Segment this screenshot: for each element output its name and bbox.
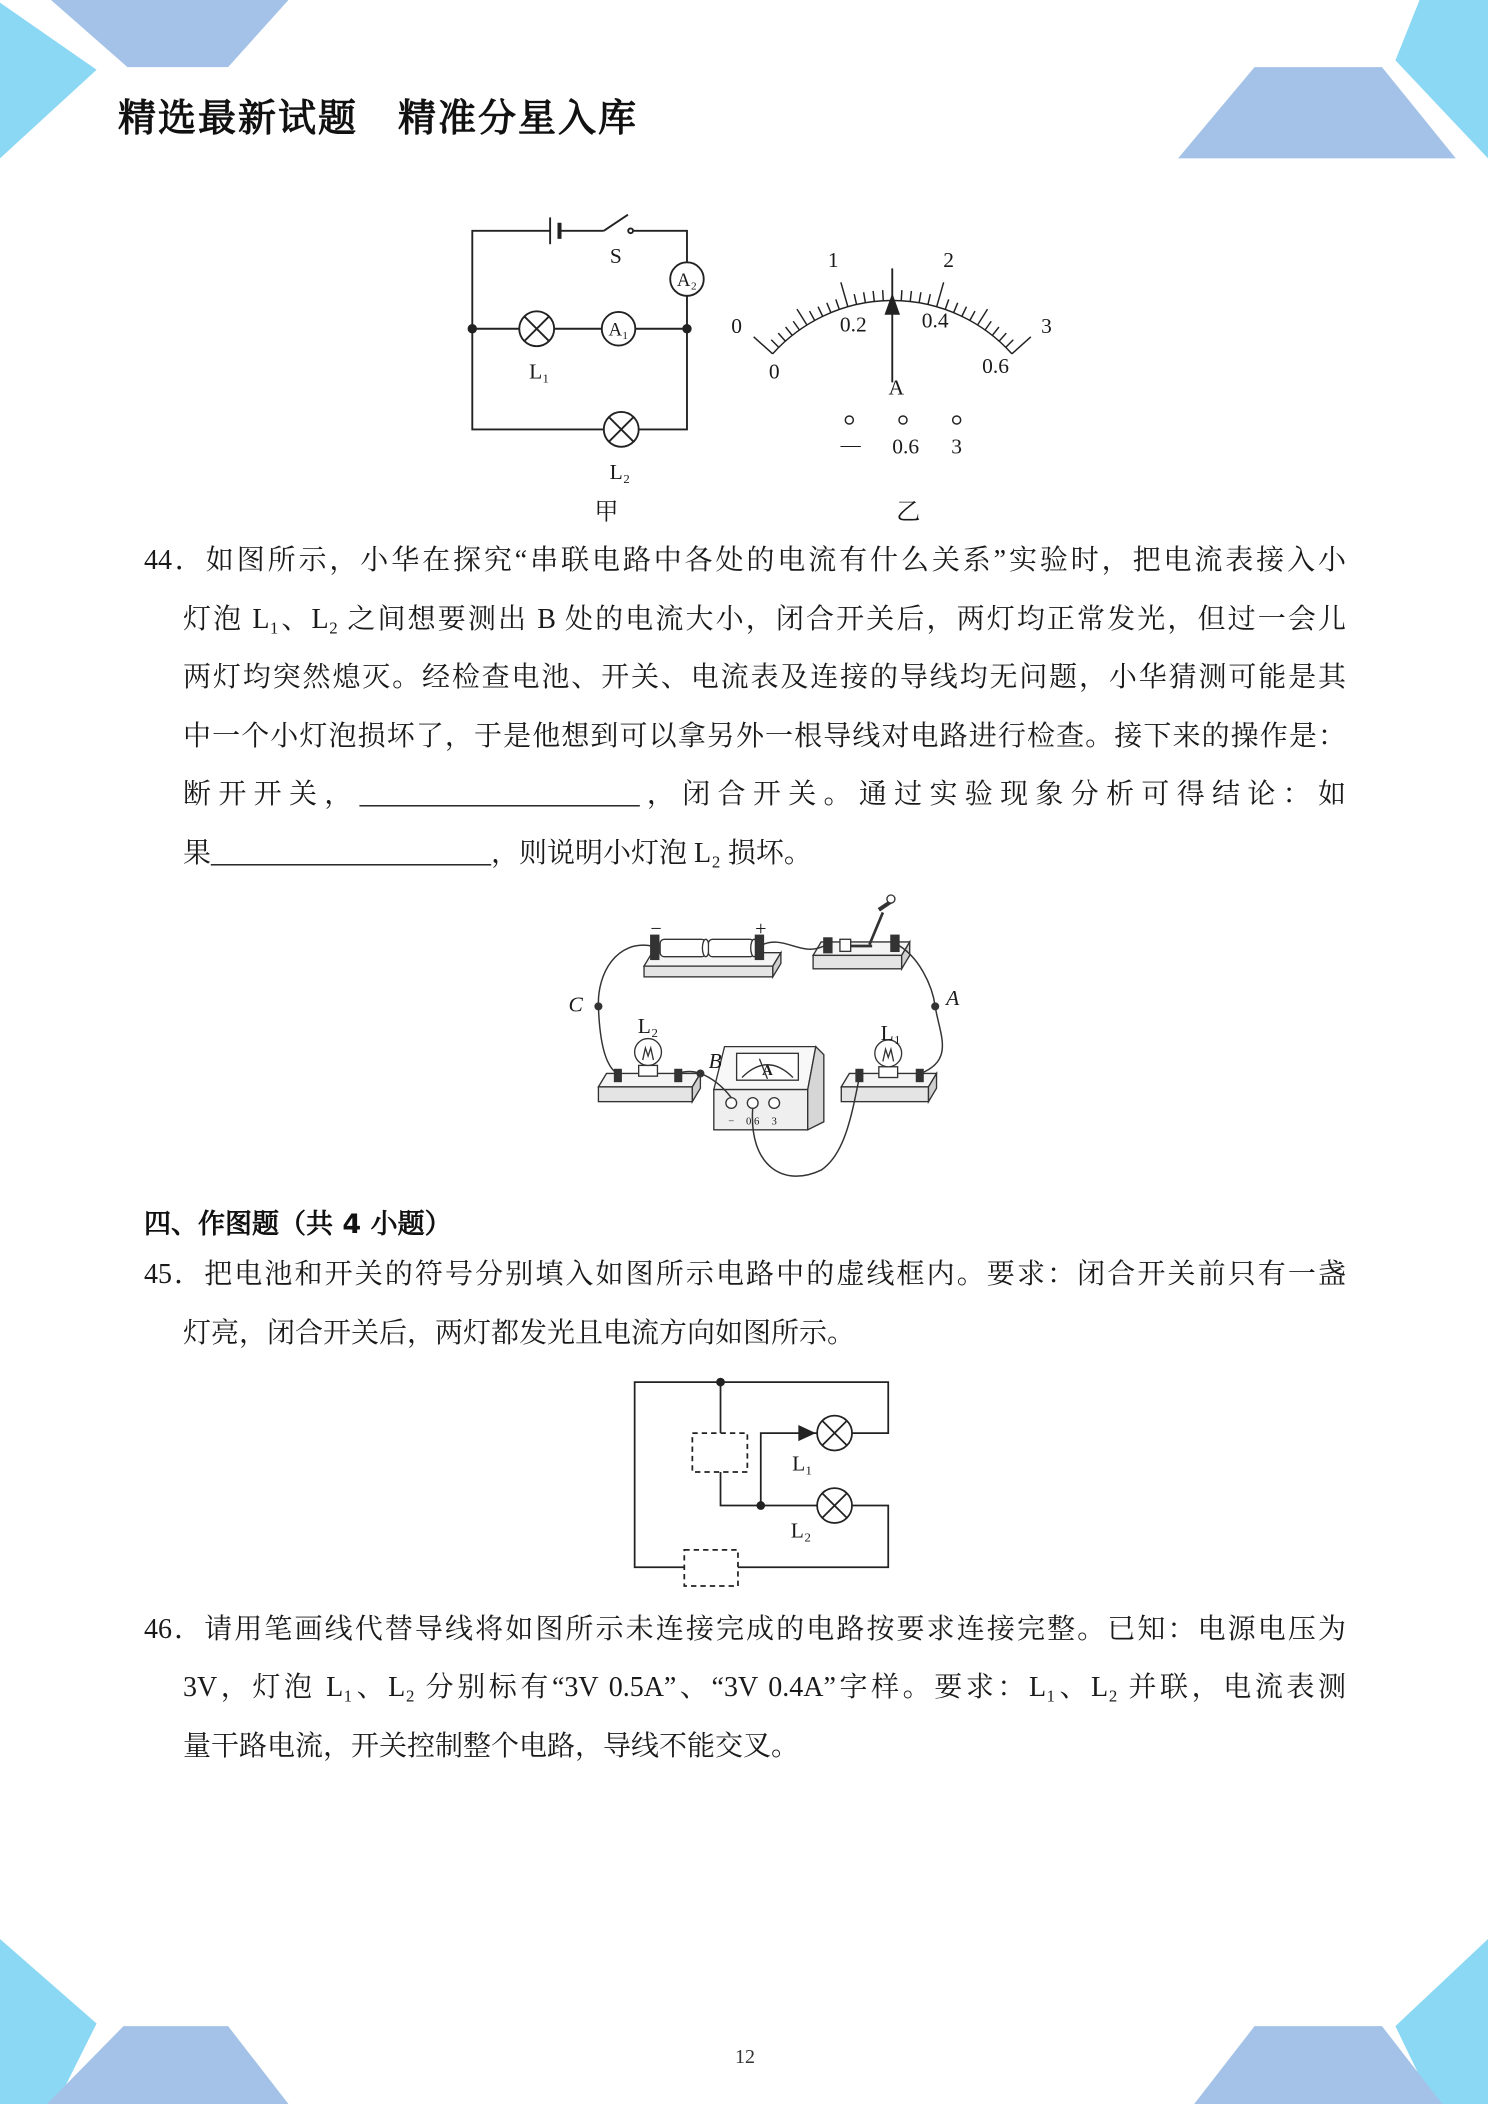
ammeter-a2-label: A₂: [676, 269, 698, 291]
battery-cell: [708, 939, 754, 956]
dial-tick: [854, 294, 856, 304]
dial-tick: [873, 291, 874, 302]
dial-unit-label: A: [888, 375, 905, 400]
lamp-l1-symbol: [817, 1416, 852, 1451]
battery-minus-label: −: [650, 918, 662, 941]
q44-line: 灯泡 L₁、L₂ 之间想要测出 B 处的电流大小，闭合开关后，两灯均正常发光，但过一会儿: [183, 604, 1346, 635]
point-a-label: A: [946, 986, 960, 1011]
figure-3: [635, 1379, 889, 1586]
lamp-l1-label: L₁: [880, 1020, 902, 1045]
terminal-label: 3: [771, 1115, 777, 1128]
q44-line: 中一个小灯泡损坏了，于是他想到可以拿另外一根导线对电路进行检查。接下来的操作是：: [183, 721, 1346, 752]
dial-outer-label: 0: [731, 313, 742, 338]
point-c-label: C: [568, 992, 583, 1017]
q46-line: 3V，灯泡 L₁、L₂ 分别标有“3V 0.5A”、“3V 0.4A”字样。要求：L₁、L₂ 并联，电流表测: [183, 1672, 1346, 1703]
dial-tick: [827, 303, 831, 313]
q45-line: 45．把电池和开关的符号分别填入如图所示电路中的虚线框内。要求：闭合开关前只有一盏: [144, 1259, 1346, 1290]
point-c-dot: [595, 1003, 602, 1010]
ammeter-unit-label: A: [762, 1062, 773, 1079]
dial-tick: [797, 309, 807, 325]
dial-tick: [778, 333, 785, 341]
switch-label: S: [609, 243, 622, 269]
dial-tick: [836, 299, 840, 309]
dial-tick: [1012, 337, 1031, 354]
dial-tick: [919, 292, 921, 303]
dashed-box-lower: [684, 1550, 738, 1586]
dial-tick: [841, 282, 848, 307]
circuit-wires: [472, 231, 687, 430]
dial-inner-label: 0: [768, 359, 780, 384]
dial-tick: [970, 311, 975, 320]
lamp-l2-symbol: [817, 1488, 852, 1523]
dial-tick: [1006, 340, 1014, 348]
terminal-post: [845, 416, 853, 424]
terminal-post: [899, 416, 907, 424]
needle-arrowhead: [886, 295, 899, 314]
battery-holder: [644, 935, 781, 977]
terminal-label: 0.6: [746, 1115, 760, 1128]
dial-tick: [754, 337, 773, 354]
junction-dot: [757, 1502, 764, 1509]
q46-line: 46．请用笔画线代替导线将如图所示未连接完成的电路按要求连接完整。已知：电源电压为: [144, 1614, 1346, 1645]
ammeter-a1-label: A₁: [608, 319, 629, 341]
top-left-blue-trapezoid: [51, 0, 288, 67]
dial-tick: [771, 340, 779, 348]
q44-line: 果____________________，则说明小灯泡 L₂ 损坏。: [183, 838, 812, 869]
lamp-l1-symbol: [519, 311, 554, 346]
lamp-l2-label: L₂: [609, 460, 631, 485]
q44-line: 44．如图所示，小华在探究“串联电路中各处的电流有什么关系”实验时，把电流表接入小: [144, 545, 1346, 576]
dial-outer-label: 3: [1041, 313, 1052, 338]
figure-caption-yi: 乙: [896, 498, 921, 526]
dial-tick: [954, 303, 958, 313]
dial-tick: [793, 321, 799, 330]
point-a-dot: [932, 1003, 939, 1010]
header-title: 精选最新试题 精准分星入库: [118, 96, 639, 140]
dial-tick: [985, 321, 991, 330]
figure-caption-jia: 甲: [594, 498, 619, 526]
dial-tick: [937, 282, 944, 307]
lamp-l1-label: L₁: [792, 1451, 813, 1476]
ammeter-dial: [754, 268, 1031, 424]
terminal-label: —: [840, 433, 861, 456]
dial-tick: [999, 333, 1006, 341]
bulb-icon: [635, 1039, 662, 1066]
point-b-dot: [697, 1070, 704, 1077]
lamp-l2-symbol: [604, 412, 639, 447]
dial-tick: [810, 311, 815, 320]
q44-line: 两灯均突然熄灭。经检查电池、开关、电流表及连接的导线均无问题，小华猜测可能是其: [183, 662, 1346, 693]
page-number: 12: [735, 2046, 755, 2068]
dial-tick: [883, 290, 884, 301]
circuit-wires: [635, 1382, 889, 1567]
terminal-label: 3: [951, 434, 963, 459]
dial-tick: [928, 294, 930, 304]
dial-tick: [962, 307, 967, 317]
lamp-l2-label: L₂: [637, 1014, 659, 1039]
switch-contact: [628, 228, 633, 233]
dial-tick: [901, 290, 902, 301]
terminal-label: −: [728, 1115, 735, 1128]
lamp-l1-label: L₁: [529, 359, 550, 384]
dial-inner-label: 0.6: [982, 354, 1009, 379]
section-heading: 四、作图题（共 4 小题）: [144, 1209, 452, 1240]
dial-tick: [992, 327, 999, 335]
junction-dot: [683, 325, 691, 333]
dial-inner-label: 0.4: [921, 308, 949, 333]
dial-inner-label: 0.2: [839, 312, 867, 337]
dial-tick: [864, 292, 866, 303]
q44-line: 断开开关，____________________，闭合开关。通过实验现象分析可得结论：如: [183, 779, 1346, 810]
dial-tick: [910, 291, 911, 302]
lamp-l2-label: L₂: [790, 1518, 812, 1543]
terminal-label: 0.6: [892, 434, 920, 459]
dial-outer-label: 1: [827, 248, 839, 273]
dial-tick: [978, 309, 988, 325]
q46-line: 量干路电流，开关控制整个电路，导线不能交叉。: [183, 1731, 800, 1762]
switch-blade: [604, 215, 628, 231]
junction-dot: [717, 1379, 724, 1386]
dial-tick: [818, 307, 823, 317]
circuit-jia: [469, 215, 704, 447]
terminal-post: [953, 416, 961, 424]
junction-dot: [469, 325, 477, 333]
top-right-blue-trapezoid: [1178, 67, 1456, 158]
q45-line: 灯亮，闭合开关后，两灯都发光且电流方向如图所示。: [183, 1318, 856, 1349]
dial-tick: [786, 327, 793, 335]
dashed-box-upper: [692, 1433, 747, 1472]
current-direction-arrow-icon: [798, 1425, 815, 1441]
battery-plus-label: +: [755, 918, 767, 941]
figure-1: [469, 215, 1052, 526]
dial-outer-label: 2: [943, 248, 954, 273]
point-b-label: B: [708, 1049, 722, 1074]
battery-cell: [660, 939, 706, 956]
knife-switch: [813, 895, 910, 969]
figure-2: [568, 895, 960, 1176]
